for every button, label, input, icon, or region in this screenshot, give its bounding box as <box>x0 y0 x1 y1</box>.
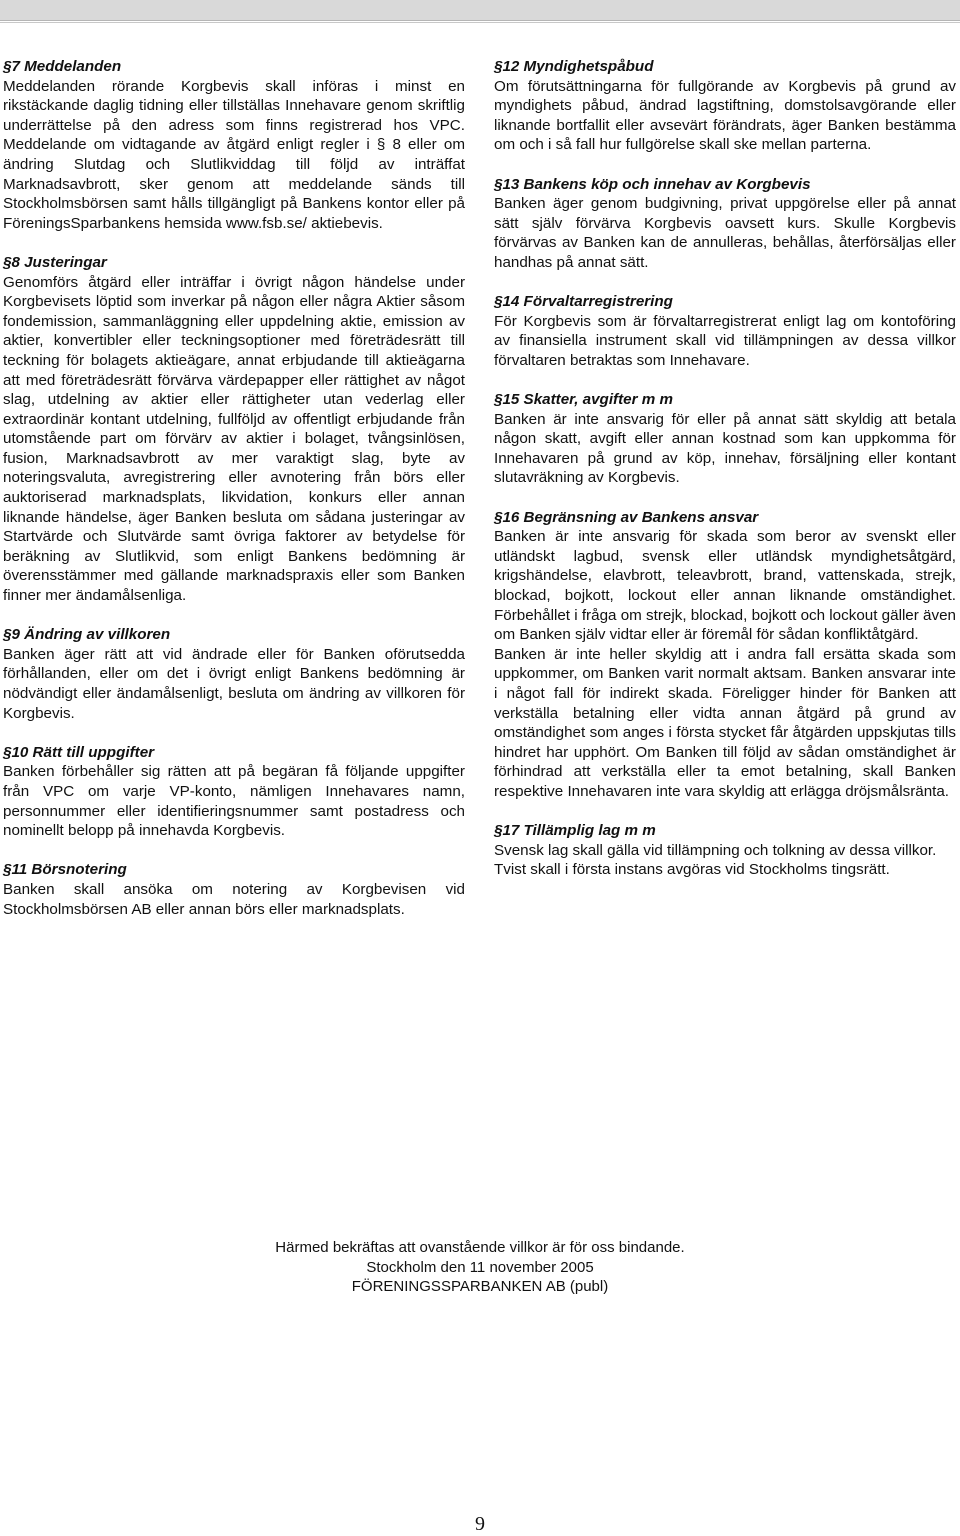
signature-block <box>0 1238 960 1297</box>
page-number: 9 <box>475 1513 485 1535</box>
right-column <box>494 57 956 900</box>
section-paragraph: Banken äger rätt att vid ändrade eller för Banken oförutsedda förhållanden, eller om det i övrigt enligt Bankens bedömning är nödvändigt eller ändamålsenligt, besluta om ändring av villkoren för Korgbevis. <box>3 645 465 722</box>
section-paragraph: Svensk lag skall gälla vid tillämpning och tolkning av dessa villkor. <box>494 841 937 859</box>
section-paragraph: Meddelanden rörande Korgbevis skall införas i minst en rikstäckande daglig tidning eller tillställas Innehavare genom skriftlig underrättelse på den adress som finns registrerad hos VPC. Meddelande om vidtagande av åtgärd enligt regler i § 8 eller om ändring Slutdag och Slutlikviddag till följd av inträffat Marknadsavbrott, sker genom att meddelande sänds till Stockholmsbörsen samt hålls tillgängligt på Bankens kontor eller på FöreningsSparbankens hemsida www.fsb.se/ aktiebevis. <box>3 77 465 232</box>
section-heading: §8 Justeringar <box>3 253 107 271</box>
top-header-bar <box>0 0 960 21</box>
section-heading: §14 Förvaltarregistrering <box>494 293 673 311</box>
section-paragraph: Banken är inte heller skyldig att i andra fall ersätta skada som uppkommer, om Banken varit normalt aktsam. Banken ansvarar inte i något fall för indirekt skada. Föreligger hinder för Banken att verkställa betalning eller vidta annan åtgärd på grund av omständighet som anges i första stycket får åtgärden uppskjutas tills hindret har upphört. Om Banken till följd av sådan omständighet är förhindrad att verkställa eller ta emot betalning, skall Banken respektive Innehavaren inte vara skyldig att erlägga dröjsmålsränta. <box>494 645 956 800</box>
section <box>494 57 956 155</box>
section-heading: §12 Myndighetspåbud <box>494 58 654 75</box>
section-paragraph: För Korgbevis som är förvaltarregistrerat enligt lag om kontoföring av finansiella instrument skall vid tillämpningen av dessa villkor förvaltaren betraktas som Innehavare. <box>494 312 956 369</box>
section-heading: §11 Börsnotering <box>3 861 127 879</box>
section <box>494 175 956 273</box>
section-paragraph: Om förutsättningarna för fullgörande av Korgbevis på grund av myndighets påbud, ändrad lagstiftning, domstolsavgörande eller liknande bortfallit eller avsevärt förändrats, äger Banken bestämma om och i så fall hur fullgörelse skall ske mellan parterna. <box>494 77 956 154</box>
section-paragraph: Banken skall ansöka om notering av Korgbevisen vid Stockholmsbörsen AB eller annan börs eller marknadsplats. <box>3 880 465 918</box>
section-paragraph: Genomförs åtgärd eller inträffar i övrigt någon händelse under Korgbevisets löptid som inverkar på någon eller några Aktier såsom fondemission, sammanläggning eller uppdelning aktie, emission av aktier, konvertibler eller teckningsoptioner med företrädesrätt till teckning för bolagets aktieägare, annat erbjudande till aktieägarna att med företrädesrätt förvärva värdepapper eller rättighet av något slag, utdelning av aktier eller rättigheter utan vederlag eller extraordinär kontant utdelning, fullföljd av offentligt erbjudande från utomstående part om förvärv av aktier i bolaget, tvångsinlösen, fusion, Marknadsavbrott av mer varaktigt slag, byte av noteringsvaluta, avregistrering eller avnotering från börs eller auktoriserad marknadsplats, likvidation, konkurs eller annan liknande händelse, äger Banken besluta om sådana justeringar av Startvärde och Slutvärde samt övriga faktorer av betydelse för beräkning av Slutlikvid, som enligt Bankens bedömning är överensstämmer med gällande marknadspraxis eller som Banken finner mer ändamålsenliga. <box>3 273 465 605</box>
section-heading: §15 Skatter, avgifter m m <box>494 391 673 409</box>
section-paragraph: Banken är inte ansvarig för skada som beror av svenskt eller utländskt lagbud, svensk eller utländsk myndighetsåtgärd, krigshändelse, elavbrott, teleavbrott, brand, vattenskada, strejk, blockad, bojkott, lockout eller annan liknande omständighet. Förbehållet i fråga om strejk, blockad, bojkott och lockout gäller även om Banken själv vidtar eller är föremål för sådan konfliktåtgärd. <box>494 528 956 644</box>
section-paragraph: Tvist skall i första instans avgöras vid Stockholms tingsrätt. <box>494 861 890 879</box>
section <box>3 860 465 919</box>
confirmation-line: Härmed bekräftas att ovanstående villkor är för oss bindande. <box>275 1239 685 1256</box>
section-paragraph: Banken är inte ansvarig för eller på annat sätt skyldig att betala någon skatt, avgift eller annan kostnad som kan uppkomma för Innehavaren på grund av köp, innehav, försäljning eller kontant slutavräkning av Korgbevis. <box>494 410 956 487</box>
section-heading: §9 Ändring av villkoren <box>3 626 171 644</box>
section-paragraph: Banken äger genom budgivning, privat uppgörelse eller på annat sätt själv förvärva Korgbevis oavsett kurs. Skulle Korgbevis förvärvas av Banken kan de annulleras, behållas, återförsäljas eller handhas på annat sätt. <box>494 195 956 271</box>
section-heading: §10 Rätt till uppgifter <box>3 743 155 761</box>
section <box>3 743 465 841</box>
section-paragraph: Banken förbehåller sig rätten att på begäran få följande uppgifter från VPC om varje VP-konto, nämligen Innehavares namn, personnummer eller identifieringsnummer samt postadress och nominellt belopp på innehavda Korgbevis. <box>3 763 465 840</box>
section <box>3 57 465 233</box>
header-rule <box>0 22 960 23</box>
section-heading: §17 Tillämplig lag m m <box>494 822 656 840</box>
section-heading: §13 Bankens köp och innehav av Korgbevis <box>494 175 811 193</box>
section-heading: §7 Meddelanden <box>3 58 122 75</box>
section <box>494 390 956 488</box>
section <box>494 508 956 802</box>
section <box>3 625 465 723</box>
section <box>494 821 956 880</box>
place-date-line: Stockholm den 11 november 2005 <box>366 1258 594 1276</box>
section <box>494 292 956 370</box>
left-column <box>3 57 465 939</box>
section <box>3 253 465 606</box>
section-heading: §16 Begränsning av Bankens ansvar <box>494 508 759 526</box>
company-name-line: FÖRENINGSSPARBANKEN AB (publ) <box>351 1278 609 1295</box>
